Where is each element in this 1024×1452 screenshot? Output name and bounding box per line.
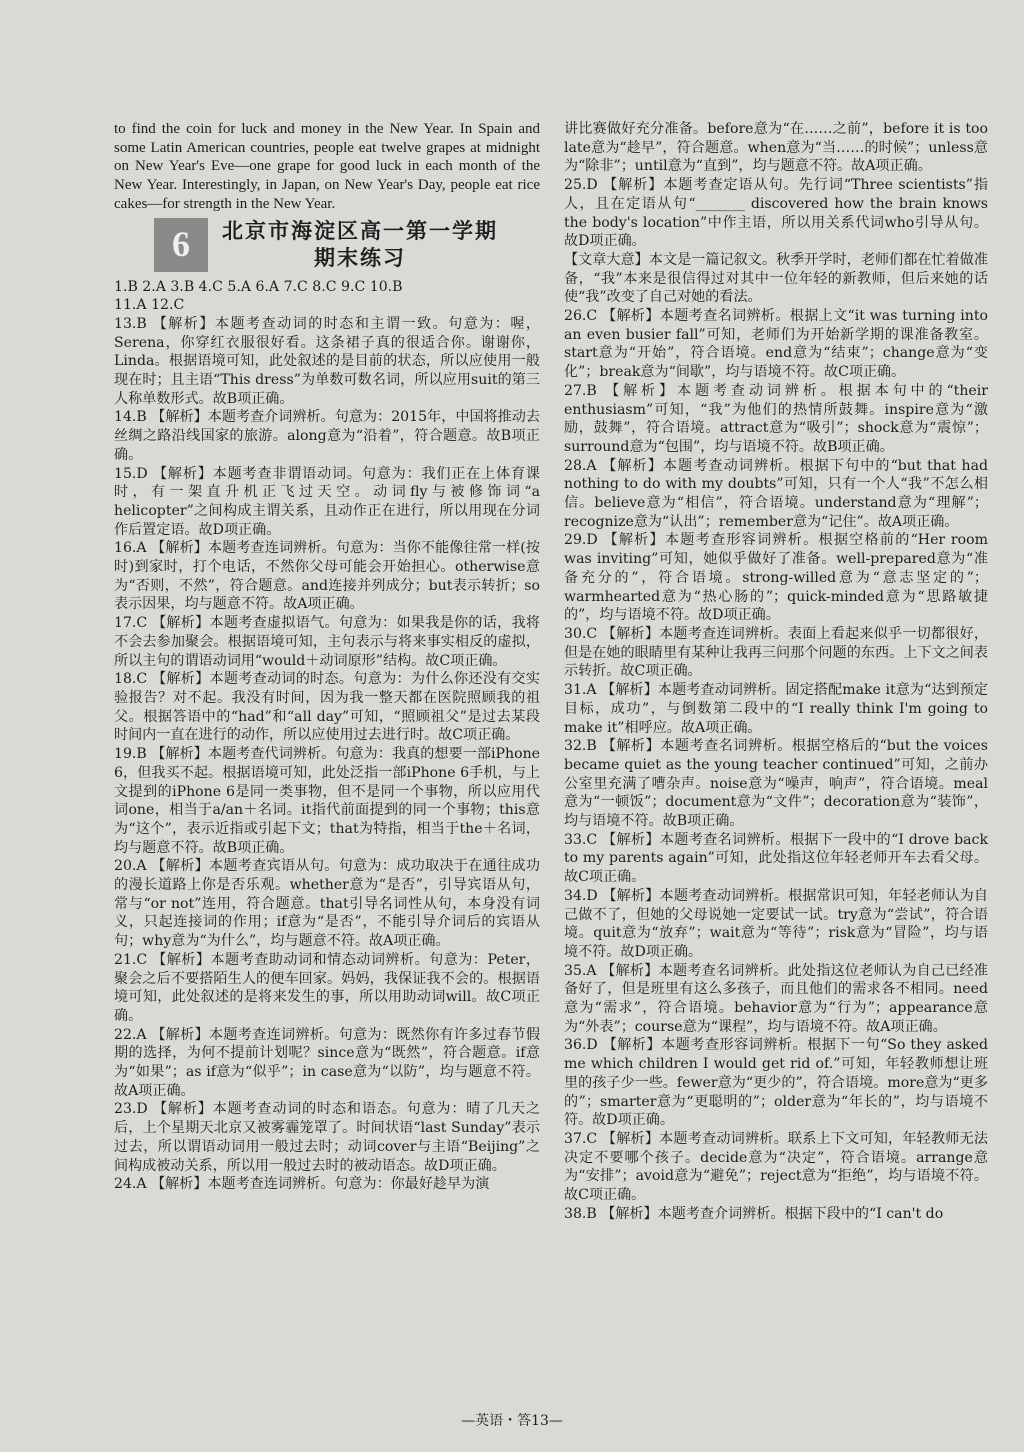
explanation-item: 19.B 【解析】本题考查代词辨析。句意为：我真的想要一部iPhone 6，但我买不起。根据语境可知，此处泛指一部iPhone 6手机，与上文提到的iPhone 6是同一类事物，但不是同一个事物，所以应用代词one，相当于a/an＋名词。it指代前面提到的同一个事物；this意为“这个”，表示近指或引起下文；that为特指，相当于the＋名词，均与题意不符。故B项正确。 [114,746,540,856]
section-title [222,218,498,272]
section-title-line2: 期末练习 [314,245,406,270]
answer-key-line2: 11.A 12.C [114,297,185,314]
explanation-item: 18.C 【解析】本题考查动词的时态。句意为：为什么你还没有交实验报告？对不起。我没有时间，因为我一整天都在医院照顾我的祖父。根据答语中的“had”和“all day”可知，“照顾祖父”是过去某段时间内一直在进行的动作，所以应使用过去进行时。故C项正确。 [114,671,540,744]
explanation-item: 33.C 【解析】本题考查名词辨析。根据下一段中的“I drove back to my parents again”可知，此处指这位年轻老师开车去看父母。故C项正确。 [564,831,988,886]
right-column [564,120,988,1223]
explanation-item: 32.B 【解析】本题考查名词辨析。根据空格后的“but the voices became quiet as the young teacher continued”可知，之前办公室里充满了嘈杂声。noise意为“噪声，响声”，符合语境。meal意为“一顿饭”；document意为“文件”；decoration意为“装饰”，均与语境不符。故B项正确。 [564,738,988,830]
explanation-item: 20.A 【解析】本题考查宾语从句。句意为：成功取决于在通往成功的漫长道路上你是否乐观。whether意为“是否”，引导宾语从句，常与“or not”连用，符合题意。that引导名词性从句，本身没有词义，只起连接词的作用；if意为“是否”，不能引导介词后的宾语从句；why意为“为什么”，均与题意不符。故A项正确。 [114,858,540,950]
explanation-item: 24.A 【解析】本题考查连词辨析。句意为：你最好趁早为演 [114,1176,490,1193]
explanation-item: 16.A 【解析】本题考查连词辨析。句意为：当你不能像往常一样(按时)到家时，打个电话，不然你父母可能会开始担心。otherwise意为“否则，不然”，符合题意。and连接并列成分；but表示转折；so表示因果，均与题意不符。故A项正确。 [114,540,540,613]
intro-paragraph: to find the coin for luck and money in the New Year. In Spain and some Latin American countries, people eat twelve grapes at midnight on New Year's Eve—one grape for good luck in each month of the New Year. Interestingly, in Japan, on New Year's Day, people eat rice cakes—for strength in the New Year. [114,121,540,212]
explanation-item: 28.A 【解析】本题考查动词辨析。根据下句中的“but that had nothing to do with my doubts”可知，只有一个人“我”不怎么相信。believe意为“相信”，符合语境。understand意为“理解”；recognize意为“认出”；remember意为“记住”。故A项正确。 [564,457,988,530]
explanation-item: 21.C 【解析】本题考查助动词和情态动词辨析。句意为：Peter，聚会之后不要搭陌生人的便车回家。妈妈，我保证我不会的。根据语境可知，此处叙述的是将来发生的事，所以用助动词will。故C项正确。 [114,951,540,1024]
explanation-item: 38.B 【解析】本题考查介词辨析。根据下段中的“I can't do [564,1205,944,1222]
explanation-item: 22.A 【解析】本题考查连词辨析。句意为：既然你有许多过春节假期的选择，为何不提前计划呢？since意为“既然”，符合题意。if意为“如果”；as if意为“似乎”；in case意为“以防”，均与题意不符。故A项正确。 [114,1026,540,1099]
section-header [154,218,540,272]
explanation-item: 35.A 【解析】本题考查名词辨析。此处指这位老师认为自己已经准备好了，但是班里有这么多孩子，而且他们的需求各不相同。need意为“需求”，符合语境。behavior意为“行为”；appearance意为“外表”；course意为“课程”，均与语境不符。故A项正确。 [564,962,988,1035]
explanation-item: 31.A 【解析】本题考查动词辨析。固定搭配make it意为“达到预定目标，成功”，与倒数第二段中的“I really think I'm going to make it”相呼应。故A项正确。 [564,682,988,736]
explanation-item: 15.D 【解析】本题考查非谓语动词。句意为：我们正在上体育课时，有一架直升机正飞过天空。动词fly与被修饰词“a helicopter”之间构成主谓关系，且动作正在进行，所以用现在分词作后置定语。故D项正确。 [114,465,540,538]
explanation-item: 13.B 【解析】本题考查动词的时态和主谓一致。句意为：喔，Serena，你穿红衣服很好看。这条裙子真的很适合你。谢谢你，Linda。根据语境可知，此处叙述的是目前的状态，所以应使用一般现在时；且主语“This dress”为单数可数名词，所以应用suit的第三人称单数形式。故B项正确。 [114,315,540,407]
page-footer: —英语・答13— [461,1413,563,1429]
explanation-item: 23.D 【解析】本题考查动词的时态和语态。句意为：晴了几天之后，上个星期天北京又被雾霾笼罩了。时间状语“last Sunday”表示过去，所以谓语动词用一般过去时；动词cover与主语“Beijing”之间构成被动关系，所以用一般过去时的被动语态。故D项正确。 [114,1101,540,1174]
explanation-item: 14.B 【解析】本题考查介词辨析。句意为：2015年，中国将推动去丝绸之路沿线国家的旅游。along意为“沿着”，符合题意。故B项正确。 [114,409,540,463]
article-summary: 【文章大意】本文是一篇记叙文。秋季开学时，老师们都在忙着做准备，“我”本来是很信得过对其中一位年轻的新教师，但后来她的话使“我”改变了自己对她的看法。 [564,251,988,306]
answer-key-line1: 1.B 2.A 3.B 4.C 5.A 6.A 7.C 8.C 9.C 10.B [114,278,403,295]
explanation-item: 30.C 【解析】本题考查连词辨析。表面上看起来似乎一切都很好，但是在她的眼睛里有某种让我再三问那个问题的东西。上下文之间表示转折。故C项正确。 [564,625,988,680]
left-column [114,120,540,1194]
section-title-line1: 北京市海淀区高一第一学期 [222,218,498,243]
explanation-item: 34.D 【解析】本题考查动词辨析。根据常识可知，年轻老师认为自己做不了，但她的父母说她一定要试一试。try意为“尝试”，符合语境。quit意为“放弃”；wait意为“等待”；risk意为“冒险”，均与语境不符。故D项正确。 [564,887,988,960]
explanation-item: 26.C 【解析】本题考查名词辨析。根据上文“it was turning into an even busier fall”可知，老师们为开始新学期的课准备教室。start意为“开始”，符合语境。end意为“结束”；change意为“变化”；break意为“间歇”，均与语境不符。故C项正确。 [564,308,988,381]
explanation-item: 25.D 【解析】本题考查定语从句。先行词“Three scientists”指人，且在定语从句“_______ discovered how the brain knows the body's location”中作主语，所以用关系代词who引导从句。故D项正确。 [564,177,988,250]
explanation-item: 27.B 【解析】本题考查动词辨析。根据本句中的“their enthusiasm”可知，“我”为他们的热情所鼓舞。inspire意为“激励，鼓舞”，符合语境。attract意为“吸引”；shock意为“震惊”；surround意为“包围”，均与语境不符。故B项正确。 [564,382,988,455]
section-number-badge: 6 [154,218,208,272]
explanation-item: 36.D 【解析】本题考查形容词辨析。根据下一句“So they asked me which children I would get rid of.”可知，年轻教师想让班里的孩子少一些。fewer意为“更少的”，符合语境。more意为“更多的”；smarter意为“更聪明的”；older意为“年长的”，均与语境不符。故D项正确。 [564,1037,988,1129]
explanation-item: 29.D 【解析】本题考查形容词辨析。根据空格前的“Her room was inviting”可知，她似乎做好了准备。well-prepared意为“准备充分的”，符合语境。strong-willed意为“意志坚定的”；warmhearted意为“热心肠的”；quick-minded意为“思路敏捷的”，均与语境不符。故D项正确。 [564,532,988,624]
explanation-item: 讲比赛做好充分准备。before意为“在……之前”，before it is too late意为“趁早”，符合题意。when意为“当……的时候”；unless意为“除非”；until意为“直到”，均与题意不符。故A项正确。 [564,121,988,175]
explanation-item: 37.C 【解析】本题考查动词辨析。联系上下文可知，年轻教师无法决定不要哪个孩子。decide意为“决定”，符合语境。arrange意为“安排”；avoid意为“避免”；reject意为“拒绝”，均与语境不符。故C项正确。 [564,1130,988,1204]
explanation-item: 17.C 【解析】本题考查虚拟语气。句意为：如果我是你的话，我将不会去参加聚会。根据语境可知，主句表示与将来事实相反的虚拟，所以主句的谓语动词用“would＋动词原形”结构。故C项正确。 [114,615,540,669]
